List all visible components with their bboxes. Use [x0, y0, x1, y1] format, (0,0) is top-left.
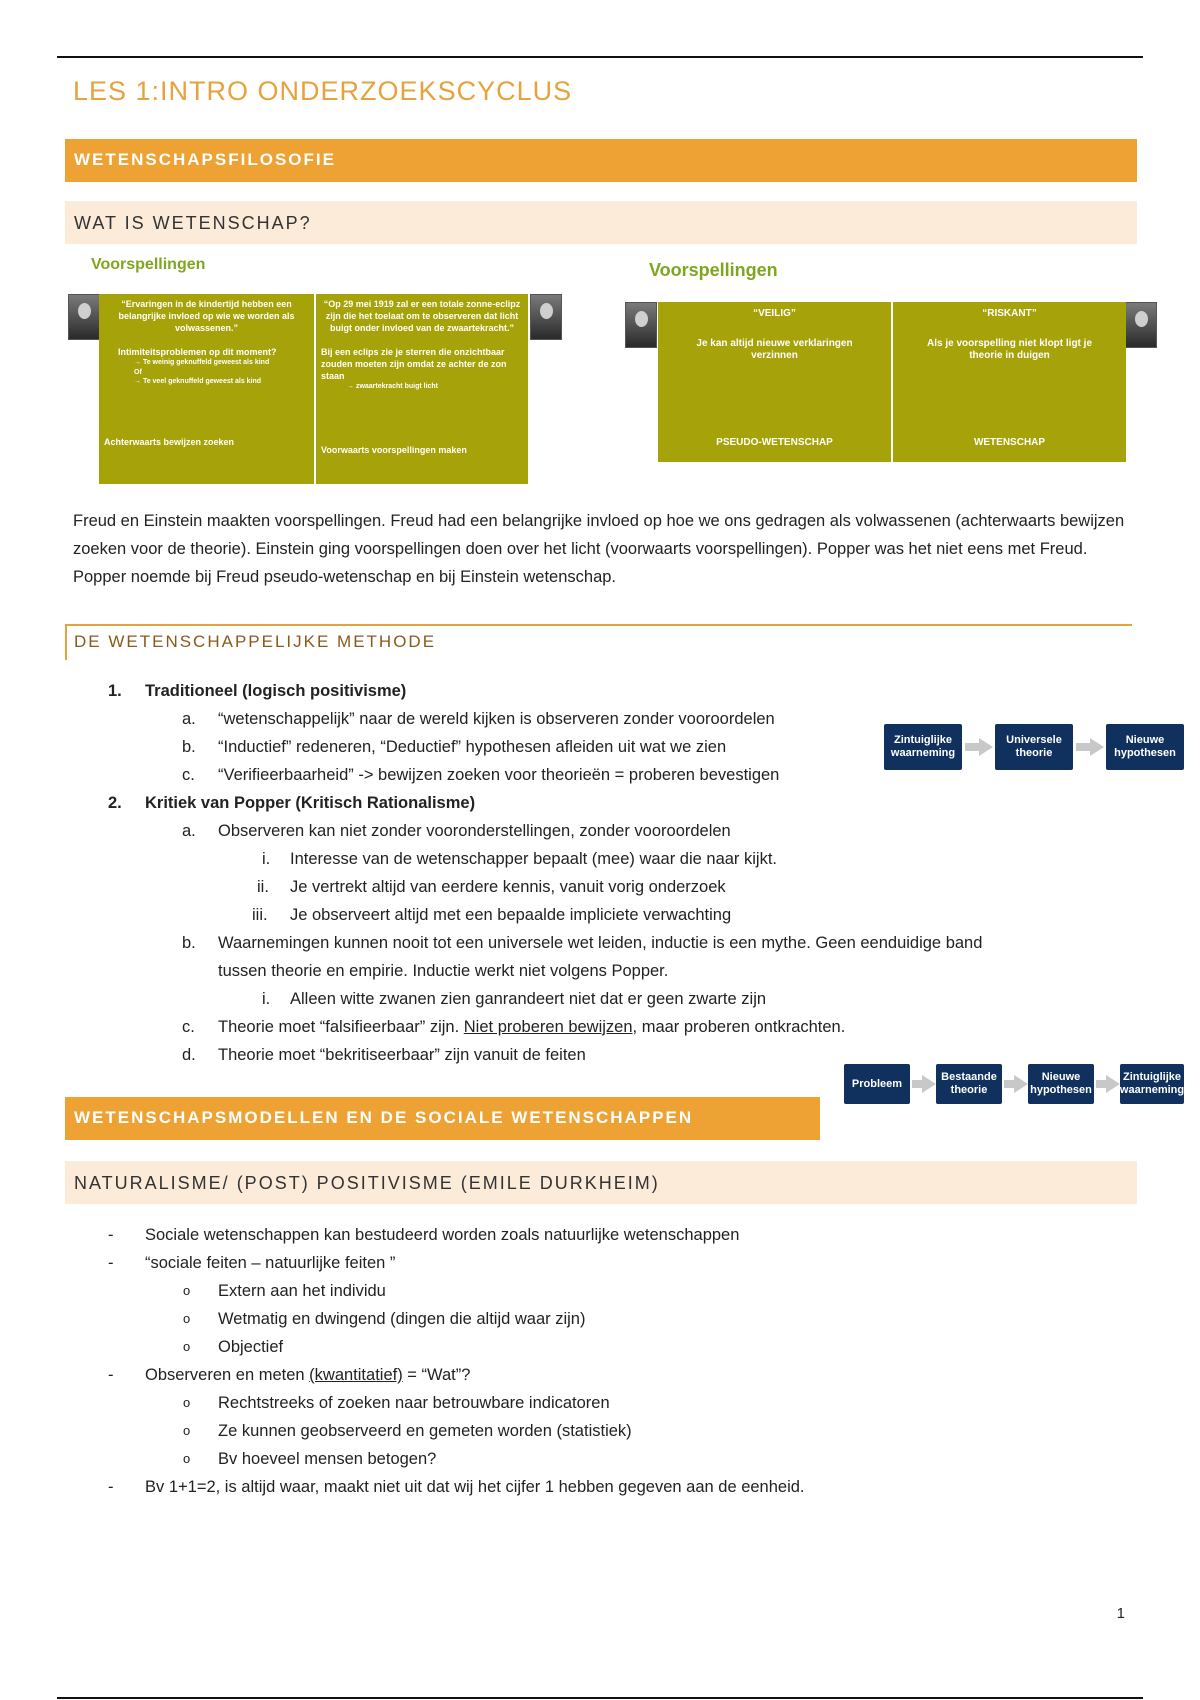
freud-quote: “Ervaringen in de kindertijd hebben een belangrijke invloed op wie we worden als volwassenen.”: [118, 299, 295, 333]
list-item: Ze kunnen geobserveerd en gemeten worden (statistiek): [218, 1422, 632, 1440]
list-num: b.: [182, 934, 196, 952]
list-num: d.: [182, 1046, 196, 1064]
list-num: 1.: [108, 682, 122, 700]
slide-veilig-riskant: [623, 254, 1163, 469]
list-item-traditioneel: Traditioneel (logisch positivisme): [145, 682, 407, 700]
list-item: Objectief: [218, 1338, 284, 1356]
flow1-arrow-head: [1090, 738, 1104, 756]
veilig-footer: PSEUDO-WETENSCHAP: [716, 437, 833, 448]
page-number: 1: [1116, 1605, 1125, 1622]
list-item: Je observeert altijd met een bepaalde impliciete verwachting: [290, 906, 732, 924]
einstein-column: [316, 294, 528, 484]
flow2-arrow-head: [1014, 1075, 1028, 1093]
list-item: Sociale wetenschappen kan bestudeerd worden zoals natuurlijke wetenschappen: [145, 1226, 740, 1244]
list-item: “wetenschappelijk” naar de wereld kijken is observeren zonder vooroordelen: [218, 710, 775, 728]
veilig-text: Je kan altijd nieuwe verklaringen verzinnen: [696, 338, 853, 361]
flow1-arrow-head: [979, 738, 993, 756]
flow1-box: Zintuiglijke waarneming: [884, 724, 962, 770]
list-bullet: o: [183, 1283, 191, 1298]
flow1-box: Nieuwe hypothesen: [1106, 724, 1184, 770]
slide-left-title: Voorspellingen: [91, 256, 206, 273]
einstein-quote: “Op 29 mei 1919 zal er een totale zonne-eclipz zijn die het toelaat om te observeren dat licht buigt onder invloed van de zwaartekracht.”: [323, 299, 521, 333]
list-bullet: -: [108, 1478, 114, 1496]
einstein-portrait: [530, 294, 562, 340]
text-segment: Theorie moet “falsifieerbaar” zijn.: [218, 1018, 464, 1036]
subsection-naturalisme: NATURALISME/ (POST) POSITIVISME (EMILE DURKHEIM): [65, 1161, 1137, 1204]
subsection-wat-is-wetenschap: WAT IS WETENSCHAP?: [65, 201, 1137, 244]
flow2-box: Probleem: [844, 1064, 910, 1104]
underlined-text: Niet proberen bewijzen: [463, 1018, 633, 1036]
flow2-box: Zintuiglijke waarneming: [1120, 1064, 1184, 1104]
list-item-observeren: [145, 1366, 470, 1385]
list-bullet: -: [108, 1254, 114, 1272]
riskant-head: “RISKANT”: [982, 308, 1037, 319]
einstein-portrait-small: [1125, 302, 1157, 348]
freud-sub2: → Te veel geknuffeld geweest als kind: [134, 378, 262, 385]
underlined-text: (kwantitatief): [309, 1366, 403, 1384]
page-title: LES 1:INTRO ONDERZOEKSCYCLUS: [73, 76, 573, 106]
list-num: i.: [262, 990, 271, 1008]
list-item: Wetmatig en dwingend (dingen die altijd waar zijn): [218, 1310, 586, 1328]
einstein-text: Bij een eclips zie je sterren die onzichtbaar zouden moeten zijn omdat ze achter de zon staan: [321, 347, 507, 381]
list-num: i.: [262, 850, 271, 868]
text-segment: = “Wat”?: [402, 1366, 471, 1384]
einstein-sub: → zwaartekracht buigt licht: [347, 383, 439, 390]
list-num: c.: [182, 1018, 195, 1036]
freud-portrait: [68, 294, 100, 340]
freud-portrait-small: [625, 302, 657, 348]
riskant-column: [893, 302, 1126, 462]
list-num: iii.: [252, 906, 268, 924]
list-item: Rechtstreeks of zoeken naar betrouwbare indicatoren: [218, 1394, 610, 1412]
list-item: Waarnemingen kunnen nooit tot een universele wet leiden, inductie is een mythe. Geen eenduidige band: [218, 934, 983, 952]
list-num: c.: [182, 766, 195, 784]
list-item: Alleen witte zwanen zien ganrandeert niet dat er geen zwarte zijn: [290, 990, 767, 1008]
list-item: Interesse van de wetenschapper bepaalt (mee) waar die naar kijkt.: [290, 850, 778, 868]
list-item: Bv 1+1=2, is altijd waar, maakt niet uit dat wij het cijfer 1 hebben gegeven aan de eenheid.: [145, 1478, 805, 1496]
flow2-arrow: [1004, 1080, 1014, 1088]
top-rule: [57, 56, 1143, 58]
list-bullet: o: [183, 1451, 191, 1466]
list-item: Observeren kan niet zonder vooronderstellingen, zonder vooroordelen: [218, 822, 731, 840]
list-bullet: o: [183, 1311, 191, 1326]
text-segment: , maar proberen ontkrachten.: [632, 1018, 846, 1036]
list-bullet: o: [183, 1339, 191, 1354]
veilig-column: [658, 302, 891, 462]
list-item-continued: tussen theorie en empirie. Inductie werkt niet volgens Popper.: [218, 962, 669, 980]
riskant-text: Als je voorspelling niet klopt ligt je theorie in duigen: [926, 338, 1093, 361]
einstein-footer: Voorwaarts voorspellingen maken: [321, 445, 467, 455]
list-item: “Verifieerbaarheid” -> bewijzen zoeken voor theorieën = proberen bevestigen: [218, 766, 780, 784]
freud-sub1: → Te weinig geknuffeld geweest als kind: [134, 359, 270, 366]
flow2-arrow-head: [1106, 1075, 1120, 1093]
list-bullet: -: [108, 1226, 114, 1244]
list-item: Theorie moet “bekritiseerbaar” zijn vanuit de feiten: [218, 1046, 586, 1064]
list-item-kritiek-popper: Kritiek van Popper (Kritisch Rationalisme): [145, 794, 476, 812]
freud-or: Of: [134, 369, 142, 376]
flow2-box: Bestaande theorie: [936, 1064, 1002, 1104]
flow2-arrow: [912, 1080, 922, 1088]
text-segment: Observeren en meten: [145, 1366, 310, 1384]
list-item: “sociale feiten – natuurlijke feiten ”: [145, 1254, 396, 1272]
flow1-box: Universele theorie: [995, 724, 1073, 770]
list-num: a.: [182, 710, 196, 728]
section-wetenschapsfilosofie: WETENSCHAPSFILOSOFIE: [65, 139, 1137, 182]
slide-right-title: Voorspellingen: [649, 260, 778, 280]
bottom-rule: [57, 1697, 1143, 1699]
freud-footer: Achterwaarts bewijzen zoeken: [104, 437, 235, 447]
list-bullet: -: [108, 1366, 114, 1384]
list-num: 2.: [108, 794, 122, 812]
list-bullet: o: [183, 1395, 191, 1410]
list-num: b.: [182, 738, 196, 756]
freud-column: [99, 294, 314, 484]
slide-freud-einstein: [65, 254, 560, 486]
list-item: “Inductief” redeneren, “Deductief” hypothesen afleiden uit wat we zien: [218, 738, 727, 756]
flow2-arrow: [1096, 1080, 1106, 1088]
flow2-arrow-head: [922, 1075, 936, 1093]
veilig-head: “VEILIG”: [753, 308, 796, 319]
list-num: a.: [182, 822, 196, 840]
list-item: Je vertrekt altijd van eerdere kennis, vanuit vorig onderzoek: [290, 878, 726, 896]
list-item: Extern aan het individu: [218, 1282, 386, 1300]
flow1-arrow: [965, 743, 979, 751]
list-item-falsifieerbaar: [218, 1018, 845, 1037]
flow1-arrow: [1076, 743, 1090, 751]
list-num: ii.: [257, 878, 269, 896]
freud-bullet: Intimiteitsproblemen op dit moment?: [118, 347, 277, 357]
list-bullet: o: [183, 1423, 191, 1438]
riskant-footer: WETENSCHAP: [973, 437, 1046, 448]
flow2-box: Nieuwe hypothesen: [1028, 1064, 1094, 1104]
section-wetenschapsmodellen: WETENSCHAPSMODELLEN EN DE SOCIALE WETENSCHAPPEN: [65, 1097, 820, 1140]
subsection-wetenschappelijke-methode: DE WETENSCHAPPELIJKE METHODE: [65, 624, 1132, 660]
intro-paragraph: Freud en Einstein maakten voorspellingen. Freud had een belangrijke invloed op hoe we ons gedragen als volwassenen (achterwaarts bewijzen zoeken voor de theorie). Einstein ging voorspellingen doen over het licht (voorwaarts voorspellingen). Popper was het niet eens met Freud. Popper noemde bij Freud pseudo-wetenschap en bij Einstein wetenschap.: [73, 512, 1125, 586]
list-item: Bv hoeveel mensen betogen?: [218, 1450, 437, 1468]
